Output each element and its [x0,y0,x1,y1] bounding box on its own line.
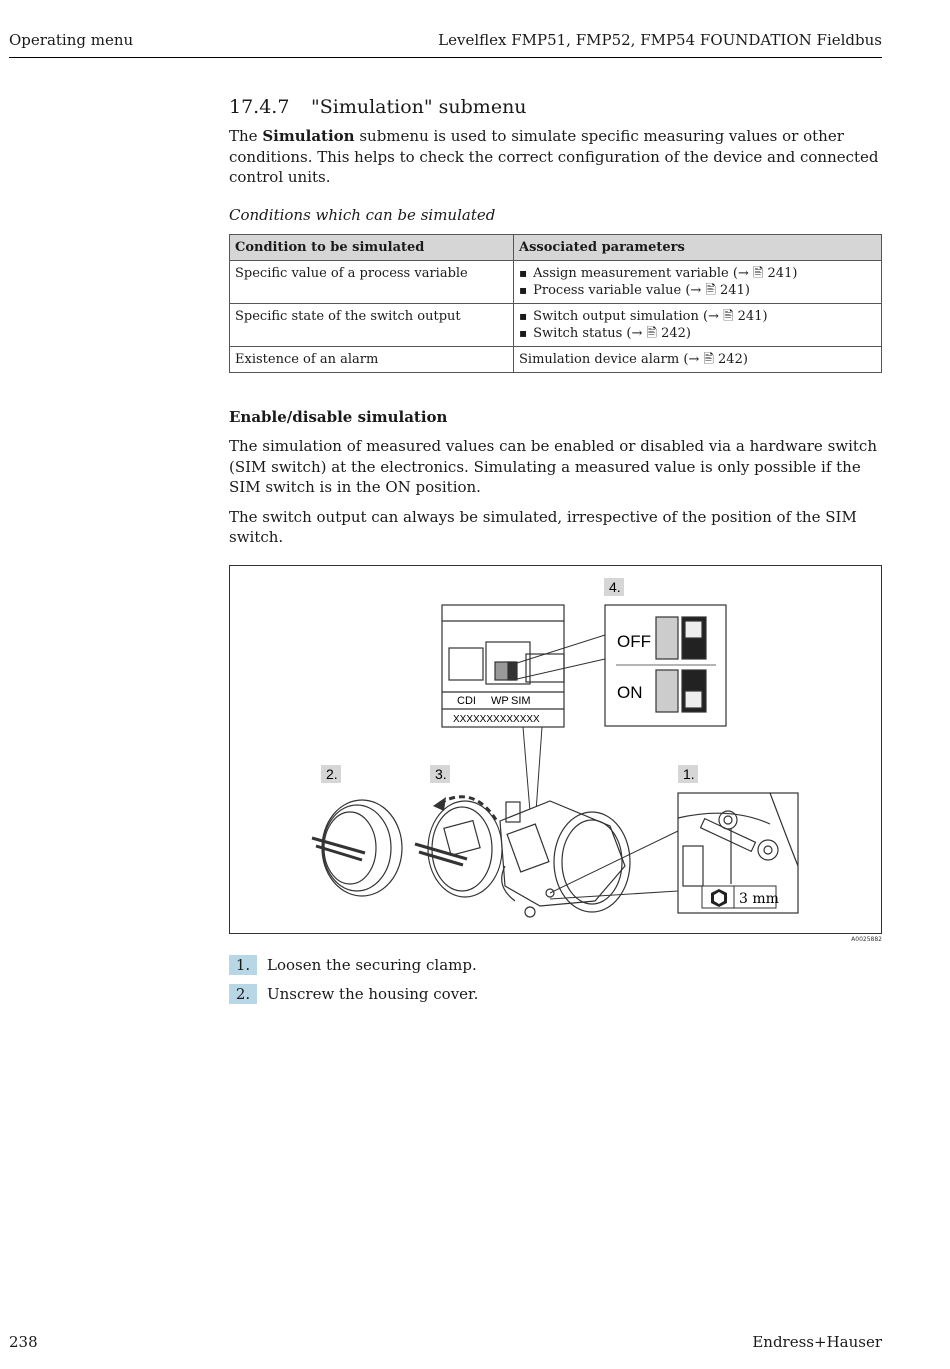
page-number: 238 [9,1333,38,1351]
table-cell-condition: Specific value of a process variable [230,261,514,304]
board-serial: XXXXXXXXXXXXX [453,713,540,725]
main-content [229,96,882,1013]
parameter-link[interactable]: Simulation device alarm (→ 🖹 242) [514,347,882,373]
step2-label: 2. [326,765,338,782]
table-row [230,347,882,373]
table-cell-condition: Existence of an alarm [230,347,514,373]
enable-paragraph-2: The switch output can always be simulated, irrespective of the position of the SIM switch. [229,507,857,546]
intro-bold-term: Simulation [262,127,355,145]
step-text: Unscrew the housing cover. [267,984,479,1003]
table-row [230,261,882,304]
sim-switch-figure [229,565,882,934]
sim-switch-detail [605,605,726,726]
display-module [415,801,502,897]
table-cell-parameters [514,261,882,304]
parameter-link[interactable]: ▪ Switch output simulation (→ 🖹 241) [519,308,876,325]
parameter-link[interactable]: ▪ Switch status (→ 🖹 242) [519,325,876,342]
section-title: "Simulation" submenu [311,96,527,118]
header-rule [9,57,882,58]
board-sim-label: SIM [511,694,531,707]
transmitter-housing [500,801,630,917]
footer-brand: Endress+Hauser [752,1333,882,1351]
steps-list [229,955,882,1004]
figure-id: A0025882 [851,935,882,943]
electronics-board [442,605,564,727]
list-item [229,984,882,1004]
housing-cover [312,800,402,896]
parameter-link[interactable]: ▪ Assign measurement variable (→ 🖹 241) [519,265,876,282]
table-cell-parameters [514,304,882,347]
list-item [229,955,882,975]
parameter-link[interactable]: ▪ Process variable value (→ 🖹 241) [519,282,876,299]
section-heading [229,96,882,118]
header-section-title: Operating menu [9,31,134,49]
header-product-title: Levelflex FMP51, FMP52, FMP54 FOUNDATION Fieldbus [438,31,882,49]
intro-paragraph: The Simulation submenu is used to simulate specific measuring values or other conditions. This helps to check the correct configuration of the device and connected control units. [229,127,879,186]
step-text: Loosen the securing clamp. [267,955,477,974]
switch-on-label: ON [617,682,643,702]
table-cell-condition: Specific state of the switch output [230,304,514,347]
section-number: 17.4.7 [229,96,290,118]
sim-switch-illustration [230,566,881,933]
step-number: 2. [229,984,257,1004]
table-caption: Conditions which can be simulated [229,205,496,224]
step1-label: 1. [683,765,695,782]
table-row [230,304,882,347]
board-cdi-label: CDI [457,694,476,707]
enable-paragraph-1: The simulation of measured values can be enabled or disabled via a hardware switch (SIM switch) at the electronics. Simulating a measured value is only possible if the SIM switch is in the ON position. [229,437,877,496]
table-header-row [230,235,882,261]
step4-label: 4. [609,578,621,595]
step-number: 1. [229,955,257,975]
step3-label: 3. [435,765,447,782]
simulation-conditions-table [229,234,882,373]
board-wp-label: WP [491,694,509,707]
table-header-parameters: Associated parameters [514,235,882,261]
hex-size-label: 3 mm [739,890,779,907]
enable-heading: Enable/disable simulation [229,408,448,426]
table-header-condition: Condition to be simulated [230,235,514,261]
switch-off-label: OFF [617,631,651,651]
